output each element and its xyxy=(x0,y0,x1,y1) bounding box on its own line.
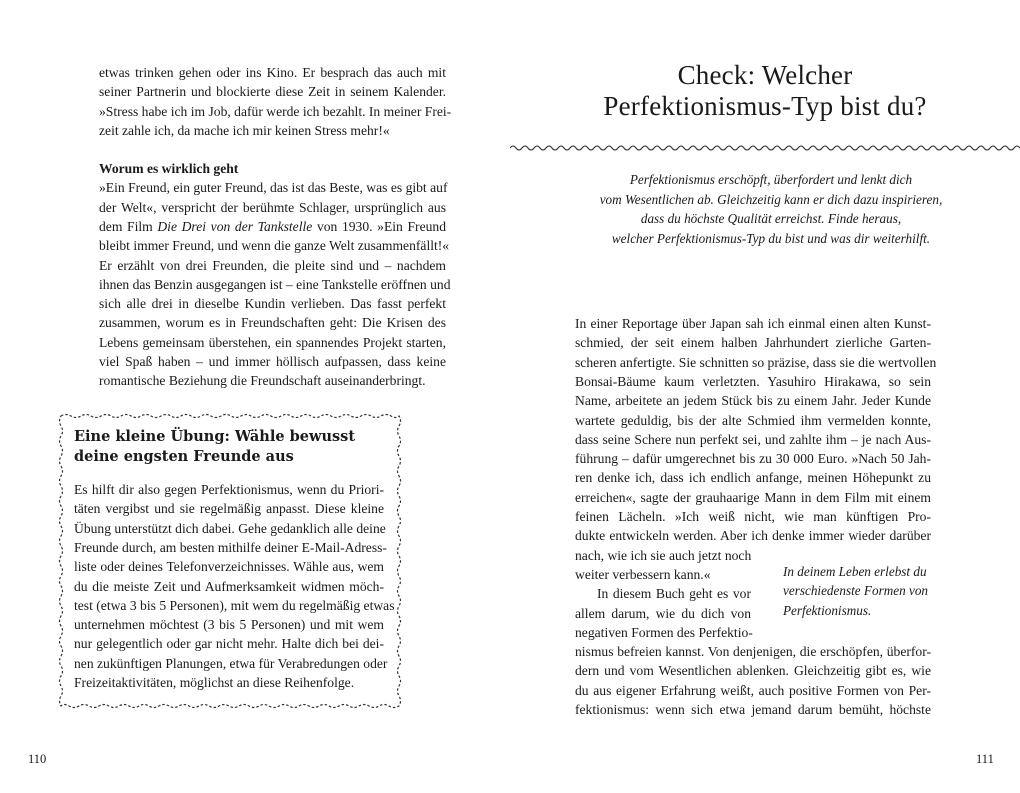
text-line: dass seine Schere nun perfekt sei, und zahlte ihm – je nach Aus- xyxy=(575,431,931,447)
text-line: Es hilft dir also gegen Perfektionismus, wenn du Priori- xyxy=(74,482,384,497)
heading-line: Perfektionismus-Typ bist du? xyxy=(603,91,927,121)
text-line: fektionismus: wenn sich etwa jemand darum bemüht, höchste xyxy=(575,702,931,717)
intro-line: Perfektionismus erschöpft, überfordert und lenkt dich xyxy=(629,172,913,187)
text-line: dukte entwickeln werden. Aber ich denke immer wieder darüber xyxy=(575,528,931,544)
margin-note xyxy=(783,562,933,620)
text-line: bleibt immer Freund, und wenn die ganze Welt zusammenfällt!« xyxy=(99,238,450,254)
text-line: romantische Beziehung die Freundschaft auseinanderbringt. xyxy=(99,373,426,389)
text-line: nach, wie ich sie auch jetzt noch xyxy=(575,547,752,563)
page-number: 111 xyxy=(976,752,994,766)
text-line: seiner Partnerin und blockierte diese Zeit in seinem Kalender. xyxy=(99,84,446,100)
text-line: täten vergibst und sie regelmäßig anpasst. Diese kleine xyxy=(74,501,384,517)
chapter-intro xyxy=(550,170,992,248)
text-line: weiter verbessern kann.« xyxy=(575,566,711,582)
section-heading: Worum es wirklich geht xyxy=(99,161,239,176)
text-line: du aus eigener Erfahrung weißt, auch positive Formen von Per- xyxy=(575,682,931,698)
text-line: Übung unterstützt dich dabei. Gehe gedanklich alle deine xyxy=(74,520,386,536)
text-line: Lebens gemeinsam überstehen, ein spannendes Projekt starten, xyxy=(99,334,446,350)
text-line: »Stress habe ich im Job, dafür werde ich bezahlt. In meiner Frei- xyxy=(99,103,452,119)
text-line: erreichen«, sagte der grauhaarige Mann in dem Film mit einem xyxy=(575,489,931,505)
intro-line: vom Wesentlichen ab. Gleichzeitig kann er dich dazu inspirieren, xyxy=(599,191,943,207)
heading-line: Check: Welcher xyxy=(677,60,853,90)
text-line: Freunde durch, am besten mithilfe deiner E-Mail-Adress- xyxy=(74,539,387,555)
text-line: ren denke ich, dass ich endlich anfange, meinen Höhepunkt zu xyxy=(575,470,931,486)
wavy-divider xyxy=(510,143,1020,153)
note-line: verschiedenste Formen von xyxy=(783,583,929,599)
exercise-box xyxy=(58,413,402,709)
text-line: feinen Lächeln. »Ich weiß nicht, wie man künftigen Pro- xyxy=(575,509,931,524)
text-line: zusammen, worum es in Freundschaften geht: Die Krisen des xyxy=(99,315,446,331)
text-line: scheren anfertigte. Sie schnitten so präzise, dass sie die wertvollen xyxy=(575,354,937,370)
text-line: etwas trinken gehen oder ins Kino. Er besprach das auch mit xyxy=(99,65,446,80)
text-line: wartete geduldig, bis der alte Schmied ihm vermelden konnte, xyxy=(575,412,931,428)
note-line: In deinem Leben erlebst du xyxy=(783,564,927,579)
text-line: In diesem Buch geht es vor xyxy=(597,586,751,602)
text-line: Bonsai-Bäume kaum verletzten. Yasuhiro Hirakawa, so sein xyxy=(575,373,931,389)
text-line: führung – dafür umgerechnet bis zu 30 000 Euro. »Nach 50 Jah- xyxy=(575,451,931,467)
intro-line: welcher Perfektionismus-Typ du bist und was dir weiterhilft. xyxy=(611,230,931,246)
text-line: du die meiste Zeit und Aufmerksamkeit widmen möch- xyxy=(74,578,384,594)
text-run: dem Film xyxy=(99,218,158,234)
text-line: In einer Reportage über Japan sah ich einmal einen alten Kunst- xyxy=(575,316,931,331)
text-line: viel Spaß haben – und immer höllisch aufpassen, dass keine xyxy=(99,354,446,369)
intro-line: dass du höchste Qualität erreichst. Finde heraus, xyxy=(640,211,902,226)
text-line: der Welt«, verspricht der berühmte Schlager, ursprünglich aus xyxy=(99,199,446,215)
text-line: unternehmen möchtest (3 bis 5 Personen) und mit wem xyxy=(74,617,384,633)
text-line: nen zukünftigen Planungen, etwa für Verabredungen oder xyxy=(74,655,388,671)
text-line: Freizeitaktivitäten, möglichst an diese Reihenfolge. xyxy=(74,675,355,690)
text-line: nur gelegentlich oder gar nicht mehr. Halte dich bei dei- xyxy=(74,636,384,652)
text-line: dern und vom Wesentlichen ablenken. Gleichzeitig gibt es, wie xyxy=(575,663,931,679)
text-line: Er erzählt von drei Freunden, die pleite sind und – nachdem xyxy=(99,257,446,273)
chapter-heading xyxy=(510,60,1020,122)
text-run: von 1930. »Ein Freund xyxy=(312,218,446,234)
text-line: nismus befreien kannst. Von denjenigen, die erschöpfen, überfor- xyxy=(575,644,931,660)
text-line: liste oder deines Telefonverzeichnisses. Wähle aus, wem xyxy=(74,559,384,575)
text-line xyxy=(99,217,446,236)
page-number: 110 xyxy=(28,752,47,766)
exercise-title: Eine kleine Übung: Wähle bewusst deine engsten Freunde aus xyxy=(74,428,356,465)
text-line: sich alle drei in dieselbe Kundin verlieben. Das fasst perfekt xyxy=(99,296,446,312)
text-line: ihnen das Benzin ausgegangen ist – eine Tankstelle eröffnen und xyxy=(99,276,451,292)
text-line: allem darum, wie du dich von xyxy=(575,605,751,621)
text-line: zeit zahle ich, da mache ich mir keinen Stress mehr!« xyxy=(99,122,390,138)
text-line: schmied, der seit einem halben Jahrhundert zierliche Garten- xyxy=(575,335,931,351)
text-line: Name, arbeitete an jedem Stück bis zu einem Jahr. Jeder Kunde xyxy=(575,393,931,409)
right-page xyxy=(510,0,1020,793)
note-line: Perfektionismus. xyxy=(783,602,872,618)
text-line: »Ein Freund, ein guter Freund, das ist das Beste, was es gibt auf xyxy=(99,180,448,196)
text-line: negativen Formen des Perfektio- xyxy=(575,624,753,640)
film-title: Die Drei von der Tankstelle xyxy=(157,218,313,234)
text-line: test (etwa 3 bis 5 Personen), mit wem du regelmäßig etwas xyxy=(74,597,395,613)
